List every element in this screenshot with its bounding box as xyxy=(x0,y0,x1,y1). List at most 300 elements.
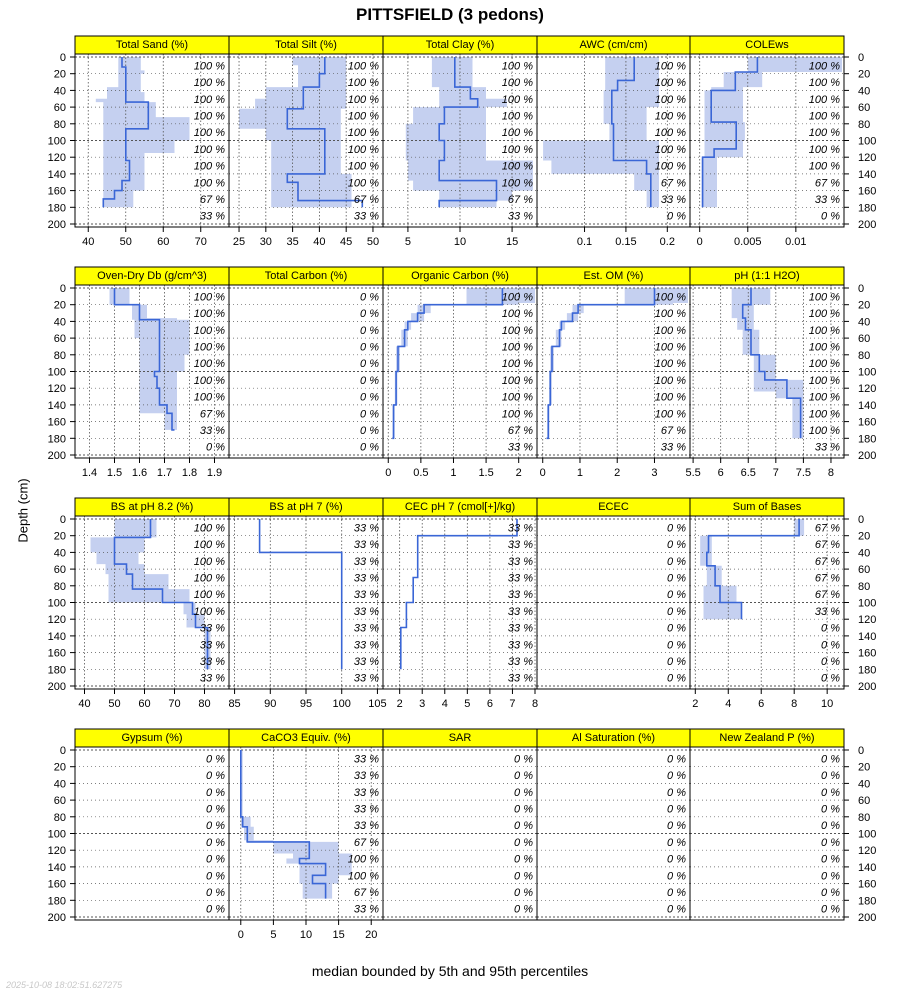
depth-tick-label: 200 xyxy=(47,219,66,231)
percent-label: 67 % xyxy=(353,836,379,849)
percent-label: 33 % xyxy=(507,639,533,652)
percent-label: 100 % xyxy=(347,127,379,140)
x-tick-label: 1.7 xyxy=(156,467,173,479)
depth-tick-label: 140 xyxy=(858,630,877,643)
percent-label: 100 % xyxy=(501,93,533,106)
x-tick-label: 10 xyxy=(821,698,834,710)
panel-title: BS at pH 8.2 (%) xyxy=(110,501,194,513)
x-tick-label: 3 xyxy=(651,467,658,479)
percent-label: 33 % xyxy=(353,655,379,668)
percent-label: 0 % xyxy=(360,308,379,321)
x-tick-label: 50 xyxy=(119,236,132,248)
x-tick-label: 0.5 xyxy=(413,467,429,479)
median-line xyxy=(547,288,655,438)
percent-label: 100 % xyxy=(347,143,379,156)
percent-label: 100 % xyxy=(193,572,225,585)
percent-label: 100 % xyxy=(193,143,225,156)
percent-label: 0 % xyxy=(667,655,686,668)
percent-label: 0 % xyxy=(514,803,533,816)
x-tick-label: 20 xyxy=(365,929,378,941)
percent-label: 100 % xyxy=(808,143,840,156)
percent-label: 100 % xyxy=(193,605,225,618)
depth-tick-label: 80 xyxy=(858,118,871,131)
x-tick-label: 8 xyxy=(791,698,798,710)
x-tick-label: 1 xyxy=(576,467,584,479)
percent-label: 0 % xyxy=(360,424,379,437)
x-tick-label: 95 xyxy=(299,698,313,710)
x-tick-label: 0.01 xyxy=(785,236,807,248)
percent-label: 33 % xyxy=(814,193,840,206)
percent-label: 100 % xyxy=(654,324,686,337)
x-tick-label: 7 xyxy=(509,698,516,710)
depth-tick-label: 40 xyxy=(53,85,66,98)
percent-label: 67 % xyxy=(660,177,686,190)
depth-tick-label: 180 xyxy=(47,202,66,215)
x-tick-label: 0.1 xyxy=(576,236,593,248)
percent-label: 100 % xyxy=(193,589,225,602)
percent-label: 100 % xyxy=(808,160,840,173)
percent-label: 0 % xyxy=(667,539,686,552)
depth-tick-label: 180 xyxy=(858,433,877,446)
percent-label: 100 % xyxy=(501,77,533,90)
percent-label: 100 % xyxy=(654,160,686,173)
x-tick-label: 80 xyxy=(198,698,211,710)
percent-label: 0 % xyxy=(206,836,225,849)
x-tick-label: 5 xyxy=(464,698,471,710)
x-tick-label: 40 xyxy=(78,698,91,710)
percent-label: 33 % xyxy=(814,605,840,618)
depth-tick-label: 40 xyxy=(858,85,871,98)
percent-label: 0 % xyxy=(360,408,379,421)
x-tick-label: 25 xyxy=(232,236,246,248)
depth-tick-label: 180 xyxy=(47,664,66,677)
percentile-band xyxy=(543,57,659,207)
panel-title: pH (1:1 H2O) xyxy=(734,270,800,282)
percent-label: 0 % xyxy=(821,672,840,685)
percent-label: 0 % xyxy=(667,522,686,535)
depth-tick-label: 20 xyxy=(858,761,871,774)
percent-label: 0 % xyxy=(821,886,840,899)
x-tick-label: 6 xyxy=(486,698,493,710)
percent-label: 67 % xyxy=(660,424,686,437)
x-tick-label: 0.2 xyxy=(659,236,675,248)
percent-label: 100 % xyxy=(808,291,840,304)
percent-label: 33 % xyxy=(353,605,379,618)
depth-tick-label: 200 xyxy=(858,681,877,693)
percent-label: 100 % xyxy=(808,341,840,354)
depth-tick-label: 20 xyxy=(53,299,66,312)
x-tick-label: 2 xyxy=(692,698,699,710)
percent-label: 0 % xyxy=(667,622,686,635)
panel-title: SAR xyxy=(448,732,472,744)
x-tick-label: 7.5 xyxy=(795,467,812,479)
percent-label: 67 % xyxy=(814,522,840,535)
percent-label: 100 % xyxy=(501,127,533,140)
percent-label: 33 % xyxy=(353,539,379,552)
depth-tick-label: 80 xyxy=(858,811,871,824)
percent-label: 0 % xyxy=(360,324,379,337)
depth-tick-label: 140 xyxy=(858,861,877,874)
percent-label: 100 % xyxy=(501,291,533,304)
depth-tick-label: 120 xyxy=(47,845,66,858)
x-tick-label: 8 xyxy=(531,698,539,710)
percent-label: 0 % xyxy=(206,886,225,899)
depth-tick-label: 20 xyxy=(53,530,66,543)
depth-tick-label: 0 xyxy=(59,52,66,64)
panel-title: Total Clay (%) xyxy=(425,39,495,51)
percent-label: 0 % xyxy=(206,803,225,816)
percent-label: 100 % xyxy=(193,374,225,387)
x-tick-label: 10 xyxy=(453,236,467,248)
percent-label: 0 % xyxy=(360,341,379,354)
depth-tick-label: 40 xyxy=(53,547,66,560)
panel-title: Est. OM (%) xyxy=(583,270,644,282)
percent-label: 33 % xyxy=(507,655,533,668)
percent-label: 0 % xyxy=(667,589,686,602)
depth-tick-label: 100 xyxy=(47,597,66,610)
percent-label: 0 % xyxy=(206,870,225,883)
x-tick-label: 50 xyxy=(108,698,121,710)
percent-label: 0 % xyxy=(667,555,686,568)
depth-tick-label: 80 xyxy=(858,580,871,593)
depth-tick-label: 100 xyxy=(858,597,877,610)
percent-label: 100 % xyxy=(654,291,686,304)
percent-label: 33 % xyxy=(353,820,379,833)
percent-label: 0 % xyxy=(514,786,533,799)
x-tick-label: 45 xyxy=(340,236,353,248)
depth-tick-label: 160 xyxy=(47,878,66,891)
percent-label: 0 % xyxy=(821,870,840,883)
percent-label: 33 % xyxy=(353,522,379,535)
x-axis-label: median bounded by 5th and 95th percentiles xyxy=(311,963,589,979)
panel-title: Total Sand (%) xyxy=(115,39,189,51)
percent-label: 33 % xyxy=(353,672,379,685)
x-tick-label: 50 xyxy=(366,236,380,248)
percent-label: 100 % xyxy=(808,408,840,421)
percent-label: 0 % xyxy=(206,753,225,766)
depth-tick-label: 0 xyxy=(59,283,66,295)
depth-tick-label: 60 xyxy=(53,102,66,115)
percent-label: 0 % xyxy=(667,770,686,783)
percent-label: 33 % xyxy=(814,441,840,454)
x-tick-label: 85 xyxy=(228,698,241,710)
depth-tick-label: 0 xyxy=(858,52,865,64)
percent-label: 0 % xyxy=(667,820,686,833)
panel-title: AWC (cm/cm) xyxy=(579,39,648,51)
percent-label: 100 % xyxy=(501,60,533,73)
percent-label: 33 % xyxy=(507,589,533,602)
percent-label: 0 % xyxy=(514,886,533,899)
percent-label: 100 % xyxy=(347,93,379,106)
percent-label: 0 % xyxy=(821,639,840,652)
percent-label: 100 % xyxy=(501,110,533,123)
percent-label: 33 % xyxy=(199,672,225,685)
depth-tick-label: 60 xyxy=(858,564,871,577)
x-tick-label: 2 xyxy=(515,467,522,479)
x-tick-label: 8 xyxy=(827,467,835,479)
percent-label: 0 % xyxy=(667,210,686,223)
x-tick-label: 1.5 xyxy=(478,467,494,479)
x-tick-label: 40 xyxy=(313,236,326,248)
percent-label: 0 % xyxy=(360,441,379,454)
percent-label: 0 % xyxy=(667,672,686,685)
percent-label: 100 % xyxy=(501,143,533,156)
x-tick-label: 6 xyxy=(758,698,765,710)
percent-label: 100 % xyxy=(347,870,379,883)
percentile-band xyxy=(241,750,352,899)
depth-tick-label: 40 xyxy=(858,778,871,791)
x-tick-label: 10 xyxy=(299,929,313,941)
x-tick-label: 30 xyxy=(259,236,272,248)
y-axis-label: Depth (cm) xyxy=(15,478,31,543)
panel-title: ECEC xyxy=(598,501,629,513)
percent-label: 100 % xyxy=(347,77,379,90)
panel-title: COLEws xyxy=(745,39,789,51)
depth-tick-label: 60 xyxy=(858,333,871,346)
depth-tick-label: 60 xyxy=(53,564,66,577)
depth-tick-label: 0 xyxy=(858,514,865,526)
percent-label: 100 % xyxy=(654,391,686,404)
percent-label: 100 % xyxy=(193,60,225,73)
percentile-band xyxy=(91,519,211,669)
panel-title: Total Carbon (%) xyxy=(264,270,348,282)
percent-label: 100 % xyxy=(193,522,225,535)
percent-label: 33 % xyxy=(507,441,533,454)
percent-label: 100 % xyxy=(501,308,533,321)
x-tick-label: 1.4 xyxy=(81,467,98,479)
percent-label: 100 % xyxy=(654,408,686,421)
depth-tick-label: 120 xyxy=(47,383,66,396)
panel-title: Total Silt (%) xyxy=(275,39,337,51)
x-tick-label: 6.5 xyxy=(740,467,756,479)
percent-label: 33 % xyxy=(353,770,379,783)
depth-tick-label: 200 xyxy=(858,219,877,231)
percent-label: 0 % xyxy=(667,753,686,766)
percent-label: 0 % xyxy=(206,853,225,866)
x-tick-label: 0 xyxy=(237,929,244,941)
depth-tick-label: 60 xyxy=(858,102,871,115)
percent-label: 100 % xyxy=(501,177,533,190)
percent-label: 0 % xyxy=(821,903,840,916)
depth-tick-label: 100 xyxy=(858,828,877,841)
percent-label: 100 % xyxy=(808,60,840,73)
depth-tick-label: 60 xyxy=(53,795,66,808)
percent-label: 0 % xyxy=(821,655,840,668)
percent-label: 100 % xyxy=(193,291,225,304)
x-tick-label: 5.5 xyxy=(685,467,701,479)
percent-label: 0 % xyxy=(514,903,533,916)
depth-tick-label: 20 xyxy=(53,68,66,81)
x-tick-label: 90 xyxy=(264,698,277,710)
percent-label: 100 % xyxy=(654,60,686,73)
percent-label: 100 % xyxy=(654,374,686,387)
percent-label: 33 % xyxy=(353,639,379,652)
percent-label: 0 % xyxy=(821,820,840,833)
percent-label: 33 % xyxy=(353,572,379,585)
percent-label: 100 % xyxy=(654,93,686,106)
percent-label: 33 % xyxy=(353,555,379,568)
panel-title: Al Saturation (%) xyxy=(571,732,656,744)
percent-label: 0 % xyxy=(360,374,379,387)
depth-tick-label: 160 xyxy=(858,185,877,198)
depth-tick-label: 200 xyxy=(858,450,877,462)
x-tick-label: 1.9 xyxy=(206,467,223,479)
percent-label: 33 % xyxy=(353,589,379,602)
percent-label: 0 % xyxy=(514,753,533,766)
percent-label: 100 % xyxy=(347,110,379,123)
percent-label: 0 % xyxy=(514,770,533,783)
percent-label: 0 % xyxy=(667,853,686,866)
x-tick-label: 4 xyxy=(441,698,448,710)
x-tick-label: 1.5 xyxy=(106,467,123,479)
percent-label: 0 % xyxy=(360,291,379,304)
percent-label: 100 % xyxy=(193,110,225,123)
percent-label: 100 % xyxy=(654,308,686,321)
depth-tick-label: 0 xyxy=(59,514,66,526)
depth-tick-label: 0 xyxy=(858,745,865,757)
percent-label: 0 % xyxy=(667,605,686,618)
percent-label: 33 % xyxy=(199,210,225,223)
median-line xyxy=(260,519,342,669)
depth-tick-label: 80 xyxy=(53,118,66,131)
percent-label: 33 % xyxy=(353,786,379,799)
percent-label: 100 % xyxy=(193,308,225,321)
percent-label: 100 % xyxy=(193,93,225,106)
depth-tick-label: 120 xyxy=(858,614,877,627)
percent-label: 0 % xyxy=(667,903,686,916)
percentile-band xyxy=(260,519,342,669)
percent-label: 33 % xyxy=(507,605,533,618)
percent-label: 33 % xyxy=(660,441,686,454)
percent-label: 100 % xyxy=(654,110,686,123)
depth-tick-label: 60 xyxy=(53,333,66,346)
percent-label: 67 % xyxy=(199,193,225,206)
percent-label: 0 % xyxy=(360,358,379,371)
x-tick-label: 60 xyxy=(157,236,170,248)
depth-tick-label: 0 xyxy=(59,745,66,757)
depth-tick-label: 60 xyxy=(858,795,871,808)
percentile-band xyxy=(96,57,190,207)
percent-label: 0 % xyxy=(821,210,840,223)
percent-label: 0 % xyxy=(667,836,686,849)
depth-tick-label: 80 xyxy=(53,349,66,362)
depth-tick-label: 100 xyxy=(858,366,877,379)
percent-label: 33 % xyxy=(199,424,225,437)
panel-title: Oven-Dry Db (g/cm^3) xyxy=(97,270,207,282)
depth-tick-label: 120 xyxy=(858,383,877,396)
x-tick-label: 2 xyxy=(396,698,403,710)
x-tick-label: 4 xyxy=(725,698,732,710)
percent-label: 100 % xyxy=(501,160,533,173)
percent-label: 100 % xyxy=(654,358,686,371)
percent-label: 0 % xyxy=(667,803,686,816)
depth-tick-label: 180 xyxy=(858,895,877,908)
median-line xyxy=(241,750,326,899)
percent-label: 100 % xyxy=(501,408,533,421)
percent-label: 100 % xyxy=(193,77,225,90)
x-tick-label: 0 xyxy=(385,467,392,479)
percent-label: 100 % xyxy=(193,160,225,173)
depth-tick-label: 100 xyxy=(47,135,66,148)
percent-label: 33 % xyxy=(199,622,225,635)
percent-label: 0 % xyxy=(821,853,840,866)
percent-label: 0 % xyxy=(667,870,686,883)
percent-label: 100 % xyxy=(808,93,840,106)
depth-tick-label: 100 xyxy=(47,828,66,841)
percent-label: 0 % xyxy=(206,903,225,916)
percent-label: 0 % xyxy=(514,836,533,849)
percent-label: 100 % xyxy=(808,424,840,437)
depth-tick-label: 40 xyxy=(858,316,871,329)
panel-title: New Zealand P (%) xyxy=(719,732,815,744)
depth-tick-label: 160 xyxy=(858,647,877,660)
percent-label: 0 % xyxy=(667,786,686,799)
percent-label: 100 % xyxy=(501,324,533,337)
depth-tick-label: 140 xyxy=(47,168,66,181)
depth-tick-label: 20 xyxy=(858,530,871,543)
percent-label: 33 % xyxy=(507,522,533,535)
percent-label: 100 % xyxy=(654,143,686,156)
x-tick-label: 6 xyxy=(717,467,724,479)
depth-tick-label: 180 xyxy=(47,433,66,446)
percent-label: 100 % xyxy=(193,127,225,140)
panel-title: BS at pH 7 (%) xyxy=(269,501,343,513)
depth-tick-label: 140 xyxy=(47,861,66,874)
x-tick-label: 15 xyxy=(505,236,519,248)
percent-label: 100 % xyxy=(347,160,379,173)
percent-label: 33 % xyxy=(507,622,533,635)
depth-tick-label: 20 xyxy=(53,761,66,774)
depth-tick-label: 120 xyxy=(858,152,877,165)
depth-tick-label: 80 xyxy=(53,811,66,824)
percent-label: 100 % xyxy=(193,539,225,552)
percent-label: 0 % xyxy=(821,770,840,783)
depth-tick-label: 80 xyxy=(53,580,66,593)
x-tick-label: 0.005 xyxy=(734,236,762,248)
depth-tick-label: 200 xyxy=(47,681,66,693)
depth-tick-label: 180 xyxy=(858,664,877,677)
percent-label: 33 % xyxy=(353,622,379,635)
x-tick-label: 5 xyxy=(270,929,277,941)
percent-label: 33 % xyxy=(660,193,686,206)
percent-label: 0 % xyxy=(667,572,686,585)
x-tick-label: 60 xyxy=(138,698,151,710)
depth-tick-label: 120 xyxy=(47,152,66,165)
percent-label: 100 % xyxy=(193,177,225,190)
depth-tick-label: 80 xyxy=(858,349,871,362)
percent-label: 100 % xyxy=(193,555,225,568)
percentile-band xyxy=(110,288,190,430)
percent-label: 0 % xyxy=(360,391,379,404)
percent-label: 100 % xyxy=(501,341,533,354)
percent-label: 100 % xyxy=(347,60,379,73)
x-tick-label: 0 xyxy=(696,236,703,248)
percent-label: 100 % xyxy=(808,358,840,371)
percent-label: 100 % xyxy=(808,374,840,387)
x-tick-label: 40 xyxy=(82,236,95,248)
panel-title: Organic Carbon (%) xyxy=(411,270,509,282)
percent-label: 67 % xyxy=(353,193,379,206)
depth-tick-label: 100 xyxy=(858,135,877,148)
percent-label: 100 % xyxy=(193,341,225,354)
percent-label: 0 % xyxy=(206,820,225,833)
percent-label: 0 % xyxy=(667,886,686,899)
percent-label: 100 % xyxy=(654,77,686,90)
depth-tick-label: 120 xyxy=(47,614,66,627)
percent-label: 67 % xyxy=(353,886,379,899)
percent-label: 33 % xyxy=(353,903,379,916)
percent-label: 100 % xyxy=(808,391,840,404)
